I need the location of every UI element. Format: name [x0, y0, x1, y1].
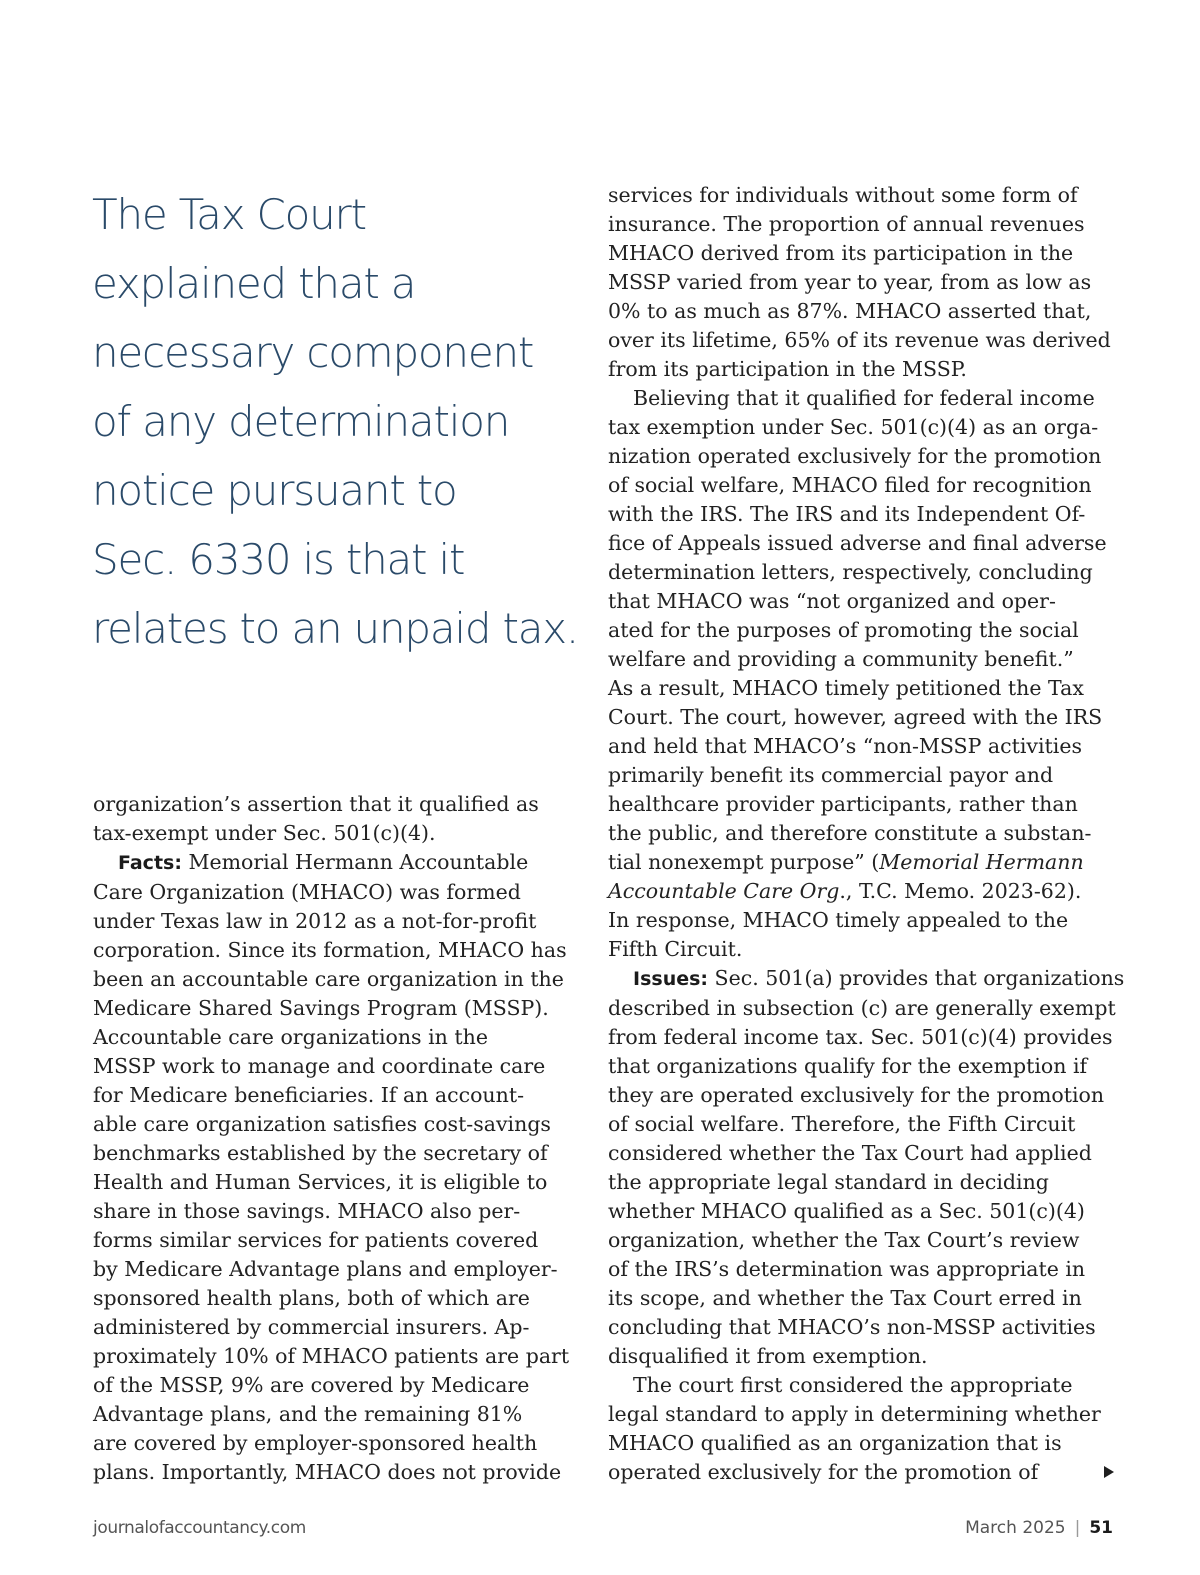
text-line: tax exemption under Sec. 501(c)(4) as an orga- — [608, 415, 1099, 439]
text-line: share in those savings. MHACO also per- — [93, 1199, 521, 1223]
text-line: whether MHACO qualified as a Sec. 501(c)(4) — [608, 1199, 1085, 1223]
pull-quote-line: notice pursuant to — [92, 466, 457, 515]
text-line: with the IRS. The IRS and its Independent Of- — [608, 502, 1086, 526]
footer-website: journalofaccountancy.com — [93, 1518, 306, 1538]
text-line: corporation. Since its formation, MHACO has — [93, 938, 567, 962]
text-line: In response, MHACO timely appealed to the — [608, 908, 1069, 932]
text-line: of the IRS’s determination was appropriate in — [608, 1257, 1086, 1281]
text-line: plans. Importantly, MHACO does not provide — [93, 1460, 562, 1484]
text-line: the public, and therefore constitute a substan- — [608, 821, 1092, 845]
pull-quote — [92, 180, 592, 663]
text-line: been an accountable care organization in the — [93, 967, 564, 991]
pull-quote-line: explained that a — [92, 259, 416, 308]
text-line: fice of Appeals issued adverse and final adverse — [608, 531, 1107, 555]
case-name-italic: Accountable Care Org — [608, 879, 840, 903]
text-line: are covered by employer-sponsored health — [93, 1431, 538, 1455]
text-line: they are operated exclusively for the promotion — [608, 1083, 1105, 1107]
text-line: determination letters, respectively, concluding — [608, 560, 1093, 584]
citation-line-1 — [608, 848, 1143, 877]
text-line: welfare and providing a community benefit.” — [608, 647, 1074, 671]
citation-line-2 — [608, 877, 1143, 906]
pull-quote-line: relates to an unpaid tax. — [92, 604, 579, 653]
text-line: MSSP varied from year to year, from as low as — [608, 270, 1092, 294]
body-column-left — [93, 790, 613, 1487]
text-line: MSSP work to manage and coordinate care — [93, 1054, 546, 1078]
text-line: of social welfare, MHACO filed for recognition — [608, 473, 1092, 497]
pull-quote-line: The Tax Court — [92, 190, 366, 239]
text-line: by Medicare Advantage plans and employer- — [93, 1257, 558, 1281]
text-line: that MHACO was “not organized and oper- — [608, 589, 1056, 613]
text-line: the appropriate legal standard in deciding — [608, 1170, 1049, 1194]
text-line: The court first considered the appropriate — [633, 1373, 1073, 1397]
text-line: Health and Human Services, it is eligible to — [93, 1170, 548, 1194]
text-line: Fifth Circuit. — [608, 937, 743, 961]
text-line: its scope, and whether the Tax Court erred in — [608, 1286, 1082, 1310]
text-line: Accountable care organizations in the — [93, 1025, 488, 1049]
text-line: that organizations qualify for the exemption if — [608, 1054, 1088, 1078]
text-line: from its participation in the MSSP. — [608, 357, 967, 381]
issue-date: March 2025 — [965, 1518, 1066, 1538]
facts-paragraph-start — [93, 848, 613, 878]
text-line: disqualified it from exemption. — [608, 1344, 928, 1368]
text-run: Memorial Hermann Accountable — [181, 850, 529, 874]
text-line: organization, whether the Tax Court’s review — [608, 1228, 1080, 1252]
text-line: described in subsection (c) are generally exempt — [608, 996, 1116, 1020]
page-number: 51 — [1089, 1518, 1113, 1538]
text-line: forms similar services for patients covered — [93, 1228, 539, 1252]
text-line: Court. The court, however, agreed with the IRS — [608, 705, 1103, 729]
footer-separator: | — [1074, 1518, 1081, 1538]
text-line: As a result, MHACO timely petitioned the Tax — [608, 676, 1084, 700]
text-line: over its lifetime, 65% of its revenue was derived — [608, 328, 1111, 352]
text-line: Believing that it qualified for federal income — [633, 386, 1095, 410]
pull-quote-line: Sec. 6330 is that it — [92, 535, 465, 584]
text-line: organization’s assertion that it qualified as — [93, 792, 539, 816]
text-line: healthcare provider participants, rather than — [608, 792, 1078, 816]
pull-quote-line: of any determination — [92, 397, 510, 446]
text-line: for Medicare beneficiaries. If an account- — [93, 1083, 525, 1107]
text-run: Sec. 501(a) provides that organizations — [708, 966, 1125, 990]
text-line: primarily benefit its commercial payor and — [608, 763, 1054, 787]
issues-paragraph-start — [608, 964, 1143, 994]
continue-arrow-icon — [1104, 1466, 1114, 1478]
text-run: tial nonexempt purpose” ( — [608, 850, 880, 874]
text-line: Advantage plans, and the remaining 81% — [93, 1402, 523, 1426]
body-column-right — [608, 181, 1143, 1487]
text-line: Medicare Shared Savings Program (MSSP). — [93, 996, 549, 1020]
text-line: administered by commercial insurers. Ap- — [93, 1315, 530, 1339]
text-line: MHACO qualified as an organization that is — [608, 1431, 1062, 1455]
footer-issue-info — [965, 1518, 1113, 1538]
text-run: ., T.C. Memo. 2023-62). — [839, 879, 1082, 903]
case-name-italic: Memorial Hermann — [879, 850, 1084, 874]
facts-lead-in: Facts: — [118, 852, 182, 874]
text-line: of social welfare. Therefore, the Fifth Circuit — [608, 1112, 1076, 1136]
text-line: MHACO derived from its participation in the — [608, 241, 1074, 265]
text-line: Care Organization (MHACO) was formed — [93, 880, 521, 904]
text-line: insurance. The proportion of annual revenues — [608, 212, 1085, 236]
text-line: and held that MHACO’s “non-MSSP activities — [608, 734, 1082, 758]
text-line: 0% to as much as 87%. MHACO asserted that, — [608, 299, 1092, 323]
text-line: benchmarks established by the secretary of — [93, 1141, 548, 1165]
text-line: operated exclusively for the promotion of — [608, 1460, 1039, 1484]
text-line: sponsored health plans, both of which are — [93, 1286, 530, 1310]
pull-quote-line: necessary component — [92, 328, 534, 377]
text-line: concluding that MHACO’s non-MSSP activities — [608, 1315, 1096, 1339]
text-line: considered whether the Tax Court had applied — [608, 1141, 1092, 1165]
text-line: nization operated exclusively for the promotion — [608, 444, 1102, 468]
text-line: legal standard to apply in determining whether — [608, 1402, 1101, 1426]
text-line: of the MSSP, 9% are covered by Medicare — [93, 1373, 530, 1397]
text-line: tax-exempt under Sec. 501(c)(4). — [93, 821, 436, 845]
text-line: ated for the purposes of promoting the social — [608, 618, 1079, 642]
text-line: services for individuals without some form of — [608, 183, 1078, 207]
text-line: able care organization satisfies cost-savings — [93, 1112, 551, 1136]
text-line: under Texas law in 2012 as a not-for-profit — [93, 909, 537, 933]
text-line: from federal income tax. Sec. 501(c)(4) provides — [608, 1025, 1113, 1049]
issues-lead-in: Issues: — [633, 968, 709, 990]
text-line: proximately 10% of MHACO patients are part — [93, 1344, 570, 1368]
